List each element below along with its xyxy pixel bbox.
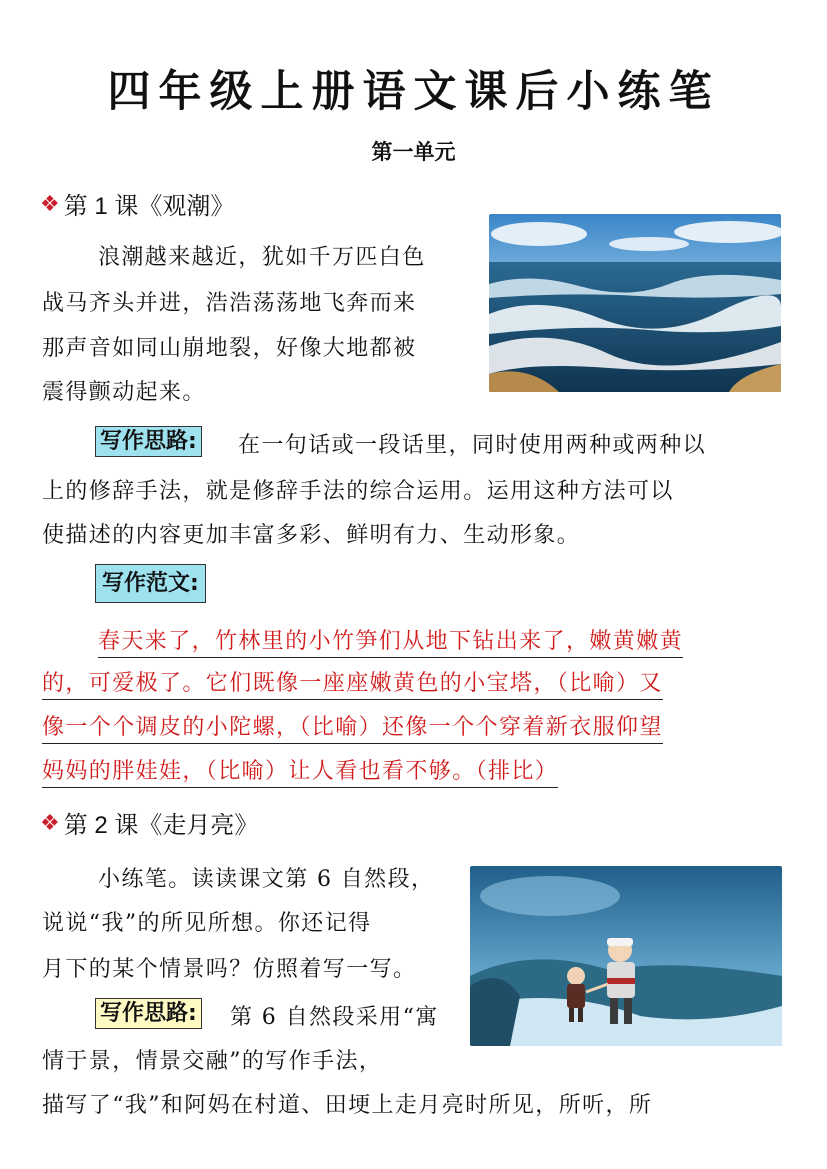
lesson-1-heading (40, 186, 234, 221)
mother-child-image (470, 866, 782, 1046)
lesson-1-passage-line: 浪潮越来越近，犹如千万匹白色 (98, 245, 426, 270)
writing-idea-label-1: 写作思路: (95, 424, 202, 455)
writing-idea-label-2: 写作思路: (95, 996, 202, 1027)
sample-essay-line: 的，可爱极了。它们既像一座座嫩黄色的小宝塔，（比喻）又 (42, 666, 663, 700)
lesson-1-passage-line: 战马齐头并进，浩浩荡荡地飞奔而来 (42, 291, 417, 316)
ocean-waves-image (489, 214, 781, 392)
lesson-2-title: 第 2 课《走月亮》 (63, 812, 259, 839)
writing-idea-line: 使描述的内容更加丰富多彩、鲜明有力、生动形象。 (42, 523, 581, 548)
writing-idea-line: 上的修辞手法，就是修辞手法的综合运用。运用这种方法可以 (42, 479, 674, 504)
lesson-1-passage-line: 那声音如同山崩地裂，好像大地都被 (42, 336, 417, 361)
sample-essay-line: 妈妈的胖娃娃，（比喻）让人看也看不够。（排比） (42, 754, 558, 788)
page-title: 四年级上册语文课后小练笔 (107, 67, 720, 117)
lesson-2-passage-line: 月下的某个情景吗？仿照着写一写。 (42, 957, 417, 982)
lesson-1-passage-line: 震得颤动起来。 (42, 380, 206, 405)
unit-heading: 第一单元 (371, 139, 456, 164)
diamond-bullet-icon: ❖ (40, 809, 60, 835)
lesson-2-passage-line: 说说“我”的所见所想。你还记得 (42, 911, 372, 936)
sample-essay-line: 像一个个调皮的小陀螺，（比喻）还像一个个穿着新衣服仰望 (42, 710, 663, 744)
diamond-bullet-icon: ❖ (40, 190, 60, 216)
lesson-2-passage-line: 小练笔。读读课文第 6 自然段， (98, 867, 435, 892)
sample-essay-line: 春天来了，竹林里的小竹笋们从地下钻出来了，嫩黄嫩黄 (98, 624, 683, 658)
lesson-1-title: 第 1 课《观潮》 (63, 193, 235, 220)
writing-idea-2-line: 第 6 自然段采用“寓 (230, 1005, 439, 1030)
writing-idea-2-line: 描写了“我”和阿妈在村道、田埂上走月亮时所见，所听，所 (42, 1093, 653, 1118)
writing-idea-line: 在一句话或一段话里，同时使用两种或两种以 (238, 433, 707, 458)
lesson-2-heading (40, 805, 258, 840)
writing-sample-label: 写作范文: (95, 566, 206, 597)
writing-idea-2-line: 情于景，情景交融”的写作手法， (42, 1049, 383, 1074)
